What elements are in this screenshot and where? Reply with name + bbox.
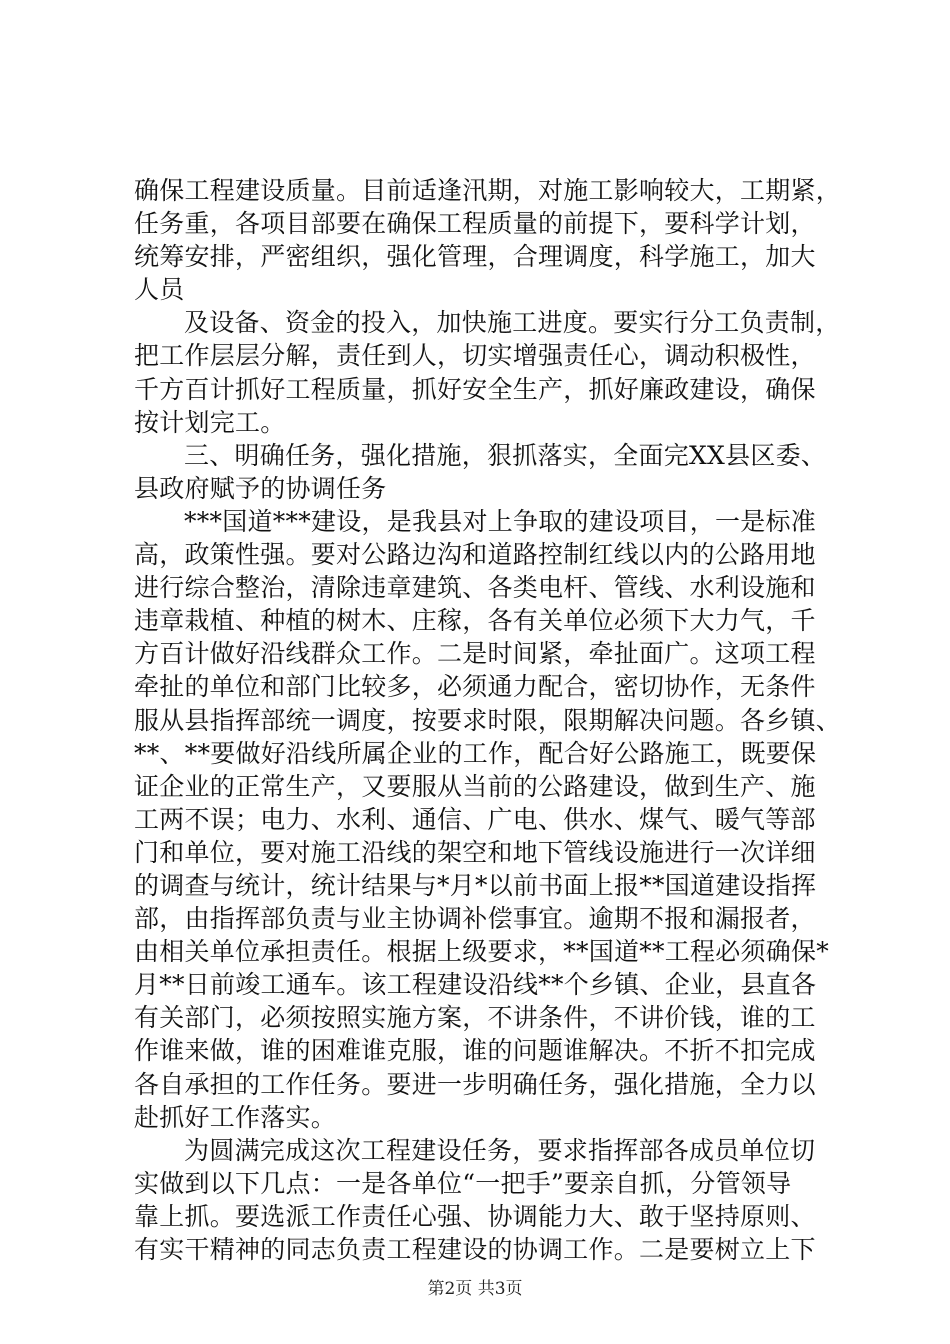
text-line: 有关部门，必须按照实施方案，不讲条件，不讲价钱，谁的工 [134, 1003, 816, 1032]
text-line: 按计划完工。 [134, 408, 286, 437]
text-line: 的调查与统计，统计结果与*月*以前书面上报**国道建设指挥 [134, 871, 817, 900]
text-line: 各自承担的工作任务。要进一步明确任务，强化措施，全力以 [134, 1070, 816, 1099]
text-line: 进行综合整治，清除违章建筑、各类电杆、管线、水利设施和 [134, 573, 816, 602]
text-line: 千方百计抓好工程质量，抓好安全生产，抓好廉政建设，确保 [134, 375, 816, 404]
text-line: 作谁来做，谁的困难谁克服，谁的问题谁解决。不折不扣完成 [134, 1036, 816, 1065]
text-line: 违章栽植、种植的树木、庄稼，各有关单位必须下大力气，千 [134, 606, 816, 635]
text-line: 部，由指挥部负责与业主协调补偿事宜。逾期不报和漏报者， [134, 904, 816, 933]
text-line: 统筹安排，严密组织，强化管理，合理调度，科学施工，加大 [134, 242, 816, 271]
text-line: 证企业的正常生产，又要服从当前的公路建设，做到生产、施 [134, 772, 816, 801]
text-line: 高，政策性强。要对公路边沟和道路控制红线以内的公路用地 [134, 540, 816, 569]
text-line: 确保工程建设质量。目前适逢汛期，对施工影响较大，工期紧， [134, 176, 842, 205]
text-line: 有实干精神的同志负责工程建设的协调工作。二是要树立上下 [134, 1235, 816, 1264]
text-line: 人员 [134, 275, 185, 304]
page-footer: 第2页 共3页 [427, 1279, 523, 1299]
paragraph-first-line: 为圆满完成这次工程建设任务，要求指挥部各成员单位切 [184, 1136, 816, 1165]
text-line: 方百计做好沿线群众工作。二是时间紧，牵扯面广。这项工程 [134, 639, 816, 668]
text-line: 服从县指挥部统一调度，按要求时限，限期解决问题。各乡镇、 [134, 706, 842, 735]
paragraph-first-line: ***国道***建设，是我县对上争取的建设项目，一是标准 [184, 507, 817, 536]
text-line: 任务重，各项目部要在确保工程质量的前提下，要科学计划， [134, 209, 816, 238]
text-line: 牵扯的单位和部门比较多，必须通力配合，密切协作，无条件 [134, 672, 816, 701]
paragraph-first-line: 及设备、资金的投入，加快施工进度。要实行分工负责制， [184, 308, 841, 337]
text-line: 由相关单位承担责任。根据上级要求，**国道**工程必须确保* [134, 937, 830, 966]
section-heading-continued: 县政府赋予的协调任务 [134, 474, 387, 503]
text-line: 工两不误；电力、水利、通信、广电、供水、煤气、暖气等部 [134, 805, 816, 834]
text-line: 门和单位，要对施工沿线的架空和地下管线设施进行一次详细 [134, 838, 816, 867]
text-line: 把工作层层分解，责任到人，切实增强责任心，调动积极性， [134, 341, 816, 370]
section-heading: 三、明确任务，强化措施，狠抓落实，全面完XX县区委、 [184, 441, 827, 470]
text-line: 靠上抓。要选派工作责任心强、协调能力大、敢于坚持原则、 [134, 1202, 816, 1231]
text-line: **、**要做好沿线所属企业的工作，配合好公路施工，既要保 [134, 739, 817, 768]
text-line: 实做到以下几点：一是各单位“一把手”要亲自抓，分管领导 [134, 1169, 792, 1198]
text-line: 月**日前竣工通车。该工程建设沿线**个乡镇、企业，县直各 [134, 970, 817, 999]
text-line: 赴抓好工作落实。 [134, 1103, 337, 1132]
